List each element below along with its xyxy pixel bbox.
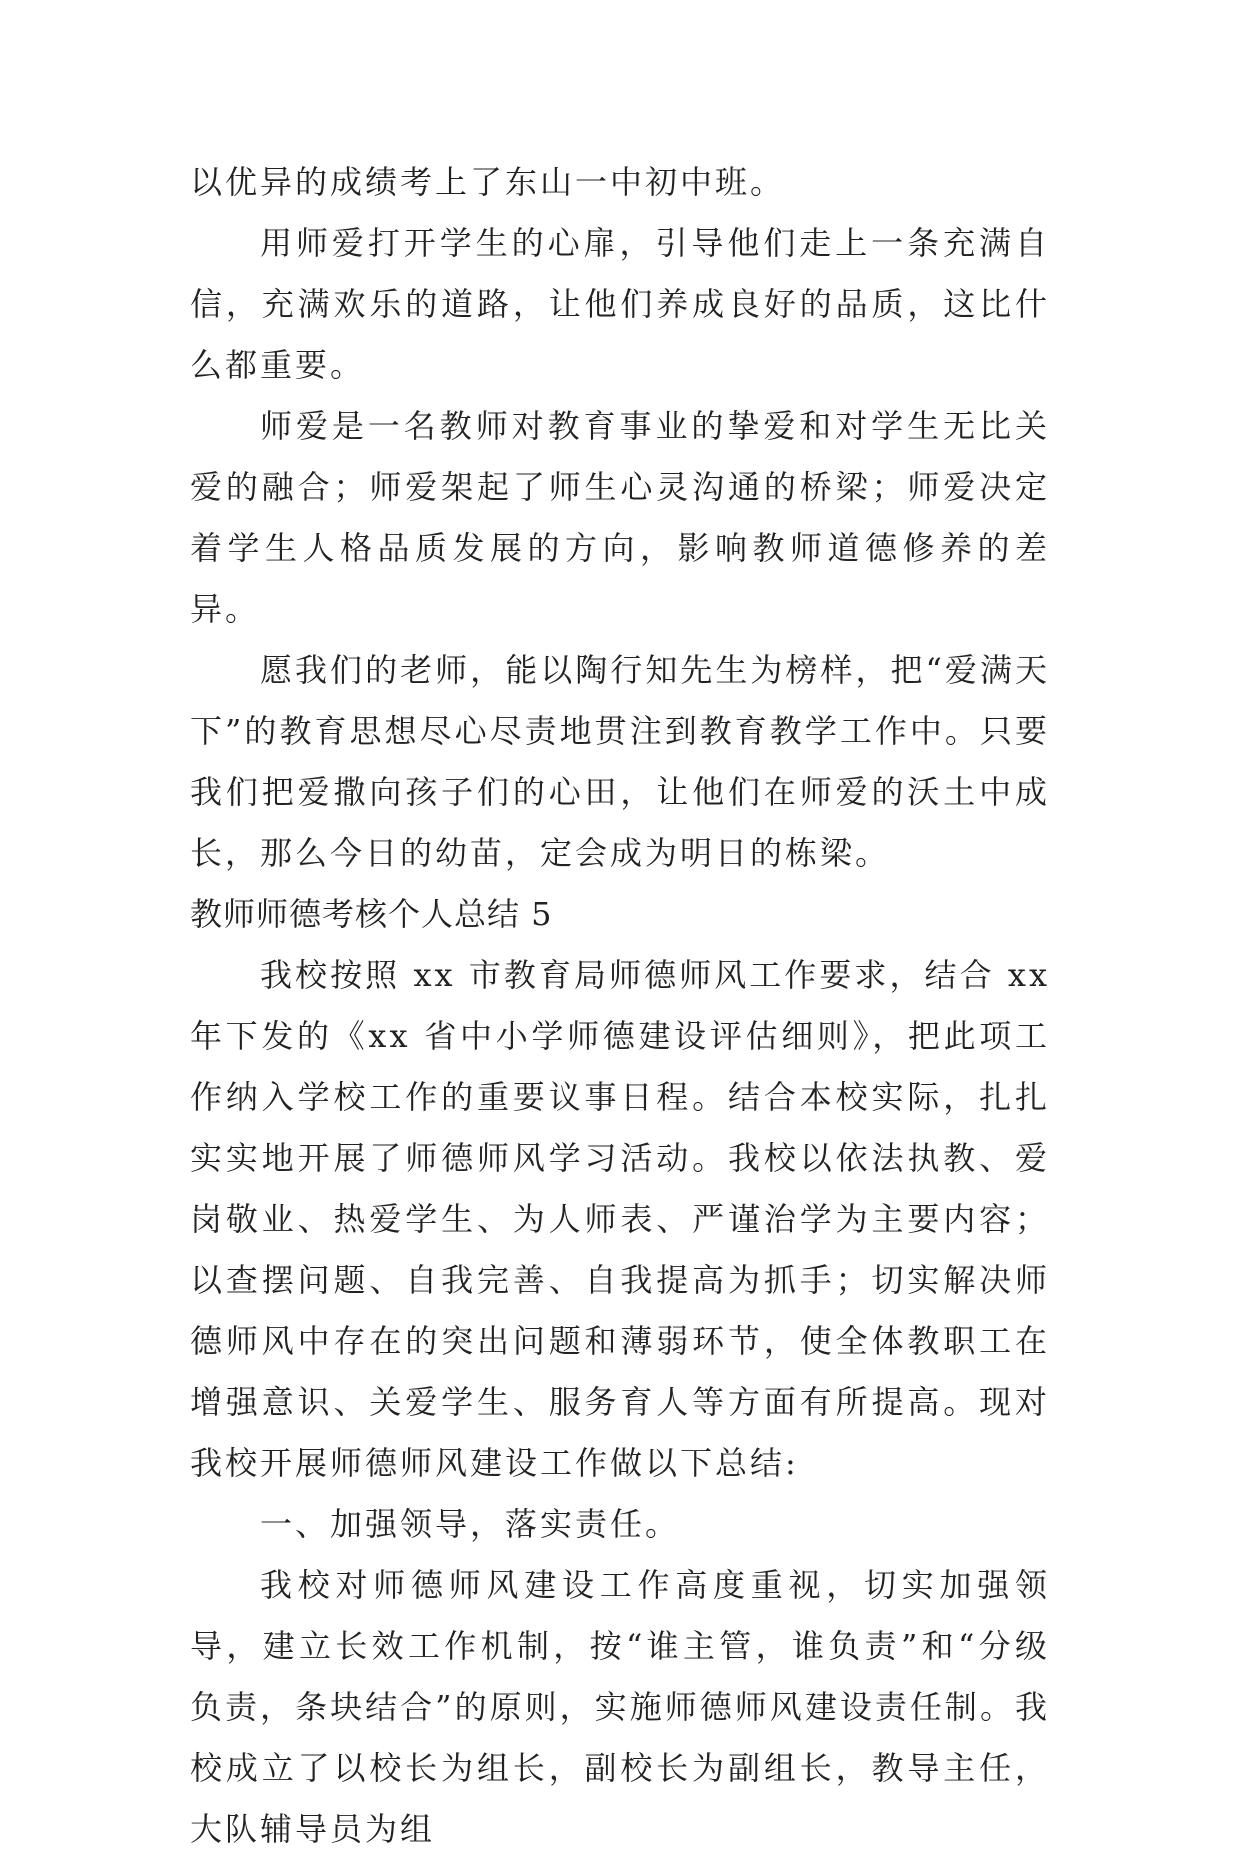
paragraph-teacher-love-opens-hearts: 用师爱打开学生的心扉，引导他们走上一条充满自信，充满欢乐的道路，让他们养成良好的品质，这比什么都重要。 — [190, 224, 1050, 384]
section-heading: 教师师德考核个人总结 5 — [190, 895, 553, 933]
paragraph-continuation: 以优异的成绩考上了东山一中初中班。 — [190, 163, 786, 201]
document-body — [190, 152, 1050, 1860]
paragraph-school-implementation: 我校按照 xx 市教育局师德师风工作要求，结合 xx 年下发的《xx 省中小学师德建设评估细则》，把此项工作纳入学校工作的重要议事日程。结合本校实际，扎扎实实地开展了师德师风学习活动。我校以依法执教、爱岗敬业、热爱学生、为人师表、严谨治学为主要内容；以查摆问题、自我完善、自我提高为抓手；切实解决师德师风中存在的突出问题和薄弱环节，使全体教职工在增强意识、关爱学生、服务育人等方面有所提高。现对我校开展师德师风建设工作做以下总结: — [190, 956, 1050, 1482]
subheading-strengthen-leadership: 一、加强领导，落实责任。 — [260, 1505, 681, 1543]
paragraph-teacher-love-definition: 师爱是一名教师对教育事业的挚爱和对学生无比关爱的融合；师爱架起了师生心灵沟通的桥梁；师爱决定着学生人格品质发展的方向，影响教师道德修养的差异。 — [190, 407, 1050, 628]
paragraph-leadership-details: 我校对师德师风建设工作高度重视，切实加强领导，建立长效工作机制，按“谁主管，谁负责”和“分级负责，条块结合”的原则，实施师德师风建设责任制。我校成立了以校长为组长，副校长为副组长，教导主任，大队辅导员为组 — [190, 1566, 1050, 1848]
paragraph-tao-xingzhi-example: 愿我们的老师，能以陶行知先生为榜样，把“爱满天下”的教育思想尽心尽责地贯注到教育教学工作中。只要我们把爱撒向孩子们的心田，让他们在师爱的沃土中成长，那么今日的幼苗，定会成为明日的栋梁。 — [190, 651, 1050, 872]
